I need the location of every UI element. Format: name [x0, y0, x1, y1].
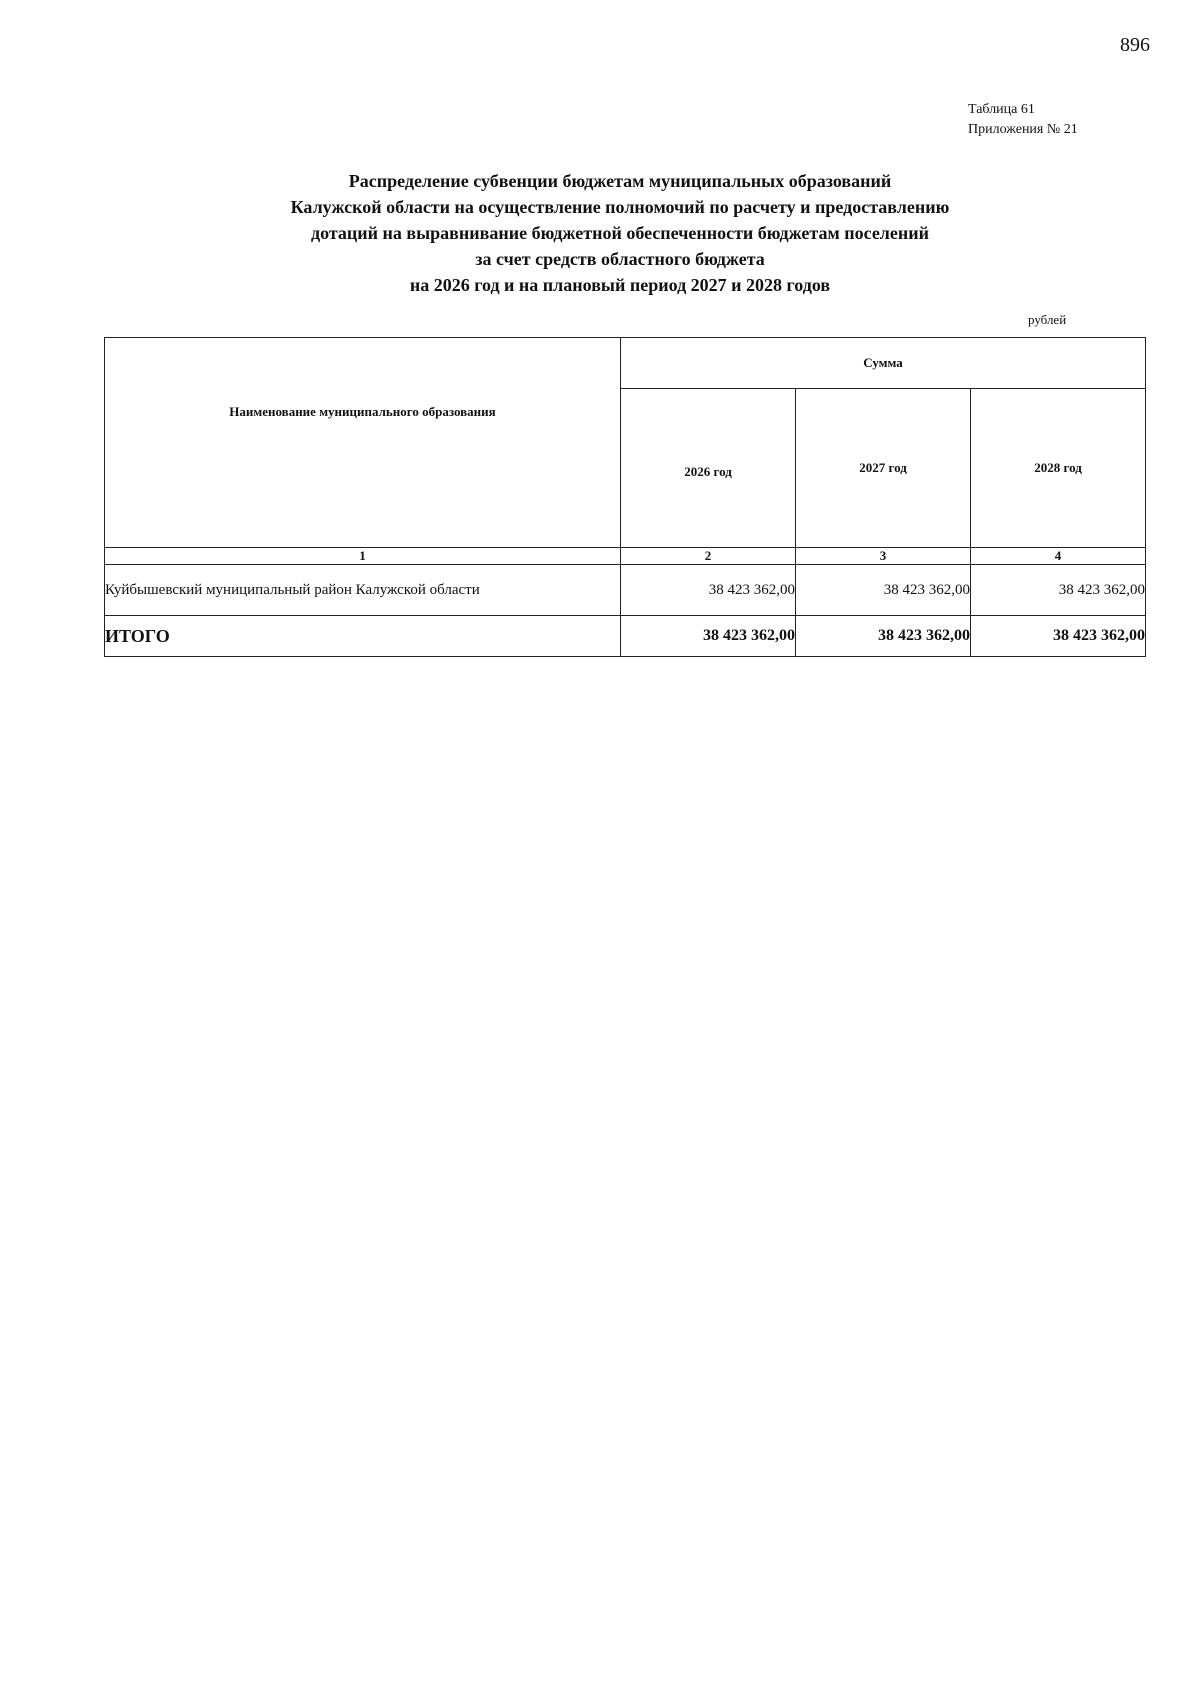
title-line: Распределение субвенции бюджетам муниципальных образований — [348, 171, 892, 191]
table-row — [105, 565, 1146, 616]
header-year-2028: 2028 год — [971, 389, 1146, 548]
amount-2028: 38 423 362,00 — [971, 565, 1146, 616]
column-number: 3 — [796, 548, 971, 565]
appendix-number: Приложения № 21 — [968, 122, 1078, 137]
amount-2027: 38 423 362,00 — [796, 565, 971, 616]
subvention-table — [104, 337, 1146, 657]
title-line: на 2026 год и на плановый период 2027 и 2028 годов — [409, 275, 831, 295]
column-number: 1 — [105, 548, 621, 565]
page-number: 896 — [1120, 34, 1150, 56]
total-label: ИТОГО — [105, 616, 621, 657]
header-municipality-name: Наименование муниципального образования — [105, 338, 621, 548]
header-year-2026: 2026 год — [621, 389, 796, 548]
total-row — [105, 616, 1146, 657]
title-line: дотаций на выравнивание бюджетной обеспеченности бюджетам поселений — [310, 223, 930, 243]
column-number: 4 — [971, 548, 1146, 565]
table-number: Таблица 61 — [968, 102, 1035, 117]
document-title — [100, 168, 1140, 298]
total-2028: 38 423 362,00 — [971, 616, 1146, 657]
unit-label: рублей — [1028, 312, 1067, 327]
total-2027: 38 423 362,00 — [796, 616, 971, 657]
municipality-name: Куйбышевский муниципальный район Калужской области — [105, 565, 621, 616]
title-line: за счет средств областного бюджета — [475, 249, 765, 269]
table-reference — [968, 100, 1078, 140]
header-sum: Сумма — [621, 338, 1146, 389]
title-line: Калужской области на осуществление полномочий по расчету и предоставлению — [290, 197, 950, 217]
amount-2026: 38 423 362,00 — [621, 565, 796, 616]
column-number: 2 — [621, 548, 796, 565]
header-year-2027: 2027 год — [796, 389, 971, 548]
total-2026: 38 423 362,00 — [621, 616, 796, 657]
